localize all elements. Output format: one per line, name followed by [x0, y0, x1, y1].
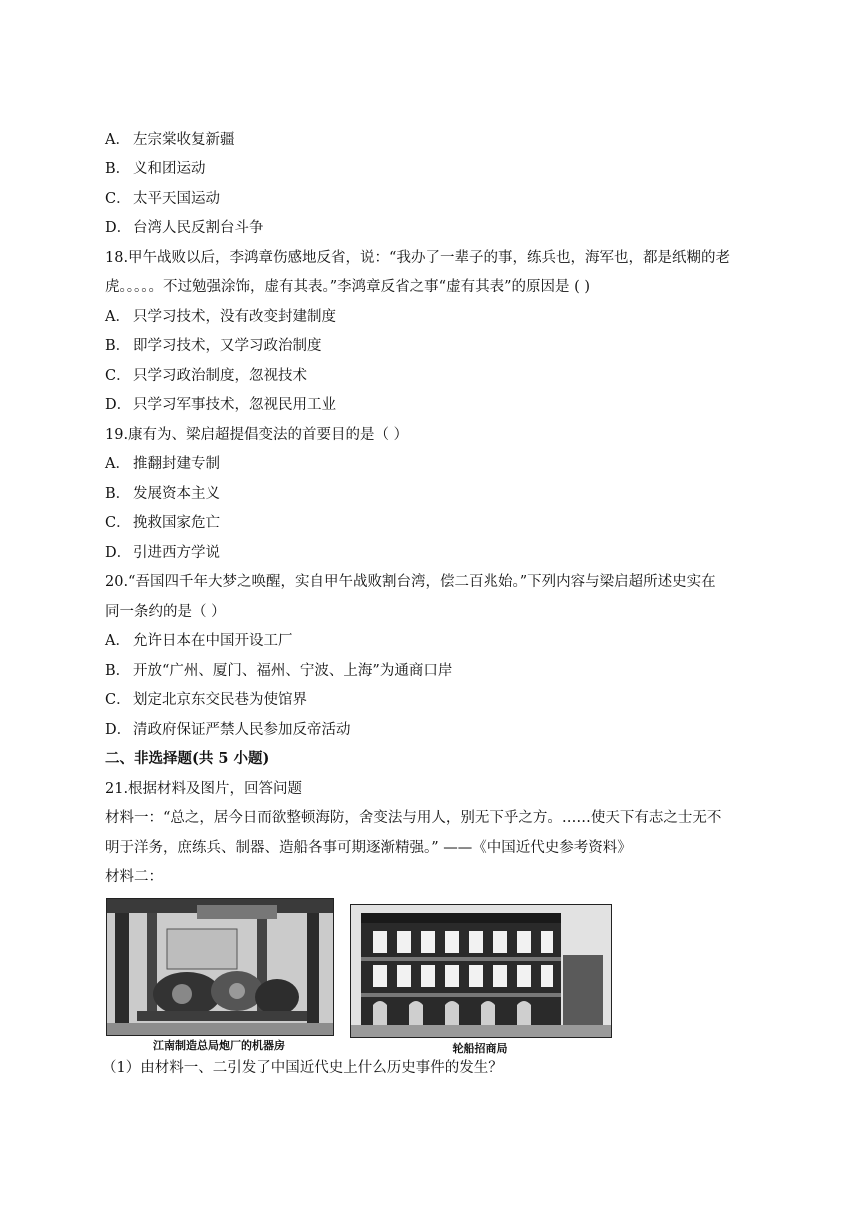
- q17-option-c: C． 太平天国运动: [105, 191, 220, 207]
- section-heading: 二、非选择题(共 5 小题): [105, 750, 270, 767]
- q21-subquestion-1: （1）由材料一、二引发了中国近代史上什么历史事件的发生？: [102, 1060, 503, 1076]
- factory-machine-room-photo: [106, 898, 334, 1036]
- building-photo-caption: 轮船招商局: [452, 1042, 508, 1055]
- q20-stem-line1: 20.“吾国四千年大梦之唤醒，实自甲午战败割台湾，偿二百兆始。”下列内容与梁启超所述史实在: [105, 574, 716, 590]
- q18-stem-line2: 虎。。。。。不过勉强涂饰，虚有其表。”李鸿章反省之事“虚有其表”的原因是 ( ): [105, 279, 591, 295]
- q20-option-c: C． 划定北京东交民巷为使馆界: [105, 692, 307, 708]
- factory-photo-illustration: [107, 899, 333, 1035]
- q18-option-c: C． 只学习政治制度，忽视技术: [105, 368, 307, 384]
- q20-stem-line2: 同一条约的是（ ）: [105, 604, 226, 620]
- q21-material1-line2: 明于洋务，庶练兵、制器、造船各事可期逐渐精强。” ——《中国近代史参考资料》: [105, 840, 632, 856]
- q20-option-b: B． 开放“广州、厦门、福州、宁波、上海”为通商口岸: [105, 663, 453, 679]
- q21-material1-line1: 材料一：“总之，居今日而欲整顿海防，舍变法与用人，别无下乎之方。……使天下有志之士无不: [105, 810, 722, 826]
- q18-option-b: B． 即学习技术，又学习政治制度: [105, 338, 322, 354]
- q17-option-a: A． 左宗棠收复新疆: [105, 132, 235, 148]
- factory-photo-caption: 江南制造总局炮厂的机器房: [153, 1039, 285, 1052]
- merchants-building-photo: [350, 904, 612, 1038]
- q20-option-a: A． 允许日本在中国开设工厂: [105, 633, 293, 649]
- q18-stem-line1: 18.甲午战败以后，李鸿章伤感地反省，说：“我办了一辈子的事，练兵也，海军也，都是纸糊的老: [105, 250, 730, 266]
- q19-stem: 19.康有为、梁启超提倡变法的首要目的是（ ）: [105, 427, 409, 443]
- q19-option-c: C． 挽救国家危亡: [105, 515, 220, 531]
- building-photo-illustration: [351, 905, 611, 1037]
- q18-option-d: D． 只学习军事技术，忽视民用工业: [105, 397, 336, 413]
- q17-option-b: B． 义和团运动: [105, 161, 206, 177]
- q21-stem: 21.根据材料及图片，回答问题: [105, 781, 303, 797]
- q17-option-d: D． 台湾人民反割台斗争: [105, 220, 264, 236]
- q18-option-a: A． 只学习技术，没有改变封建制度: [105, 309, 336, 325]
- q21-material2-label: 材料二：: [105, 869, 163, 885]
- q19-option-b: B． 发展资本主义: [105, 486, 220, 502]
- q19-option-d: D． 引进西方学说: [105, 545, 220, 561]
- q20-option-d: D． 清政府保证严禁人民参加反帝活动: [105, 722, 351, 738]
- q19-option-a: A． 推翻封建专制: [105, 456, 220, 472]
